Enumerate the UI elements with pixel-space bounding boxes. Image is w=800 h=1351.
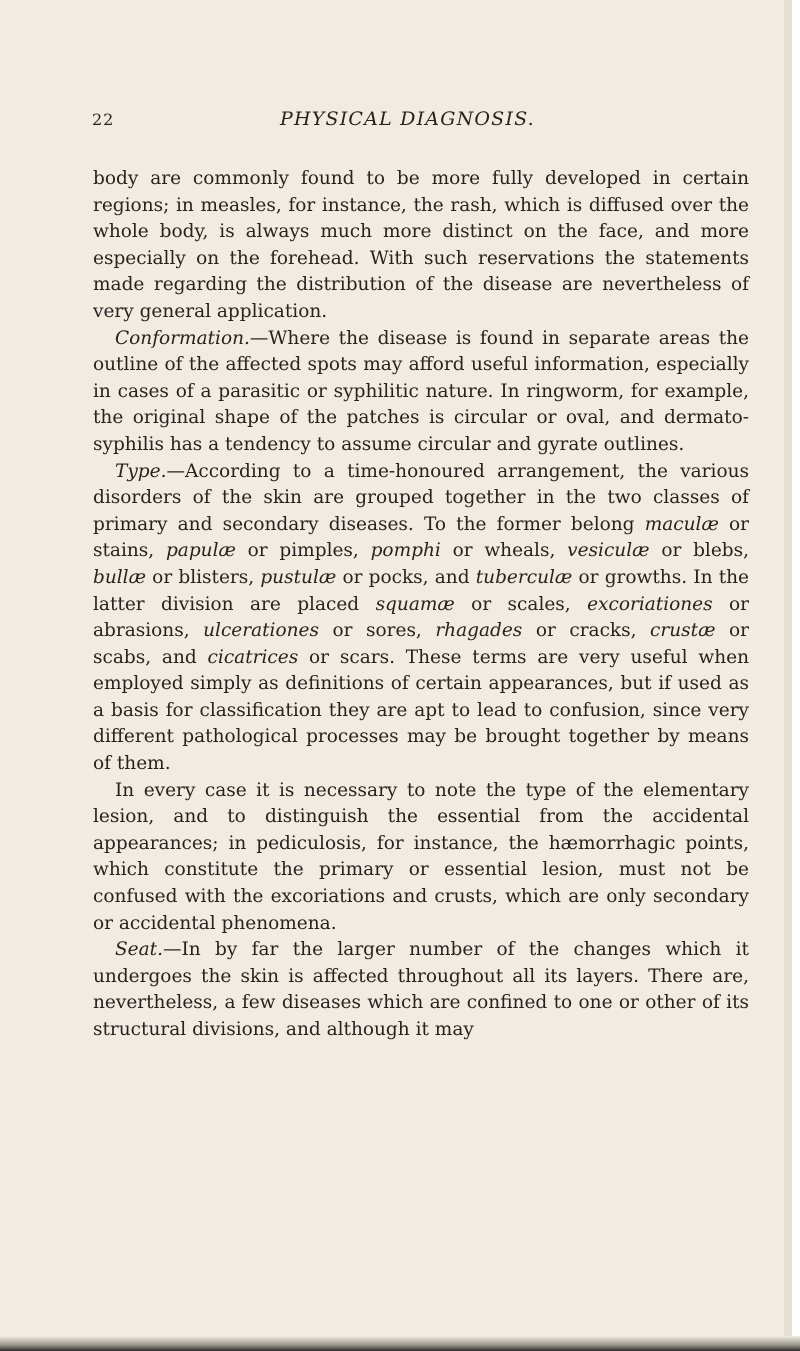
latin-term: vesiculæ xyxy=(567,540,650,562)
latin-term: papulæ xyxy=(165,540,236,562)
text-run: or pocks, and xyxy=(336,566,476,588)
paragraph-text: body are commonly found to be more fully developed in certain regions; in measles, for instance, the rash, which is diffused over the whole body, is always much more distinct on the face, and more especially on the forehead. With such reservations the statements made regarding the distribution of the disease are nevertheless of very general application. xyxy=(93,168,749,322)
paragraph-seat xyxy=(93,937,749,1043)
latin-term: maculæ xyxy=(644,513,719,535)
latin-term: squamæ xyxy=(375,593,455,615)
section-heading-type: Type. xyxy=(115,460,167,482)
latin-term: crustæ xyxy=(650,620,716,642)
text-run: or scales, xyxy=(454,593,588,615)
page-bottom-edge xyxy=(0,1336,800,1351)
latin-term: tuberculæ xyxy=(475,566,573,588)
text-run: or growths. In the latter division are placed xyxy=(93,566,749,615)
latin-term: excoriationes xyxy=(587,593,713,615)
running-head: PHYSICAL DIAGNOSIS. xyxy=(280,108,535,130)
latin-term: pustulæ xyxy=(260,566,337,588)
text-run: or blebs, xyxy=(649,540,750,562)
text-run: or sores, xyxy=(318,620,436,642)
text-run: or blisters, xyxy=(145,566,261,588)
latin-term: bullæ xyxy=(93,566,146,588)
text-run: or pimples, xyxy=(235,540,371,562)
page-header xyxy=(92,110,752,140)
text-run: or stains, xyxy=(93,513,749,562)
page-number: 22 xyxy=(92,110,115,129)
text-run: or wheals, xyxy=(440,540,568,562)
body-text xyxy=(93,166,749,1044)
text-run: or cracks, xyxy=(522,620,651,642)
text-run: or scabs, and xyxy=(93,620,749,668)
paragraph-type xyxy=(93,459,749,778)
paragraph-elementary-lesion xyxy=(93,778,749,938)
paragraph-distribution xyxy=(93,166,749,326)
text-run: —According to a time-honoured arrangement, the various disorders of the skin are grouped together in the two classes of primary and secondary diseases. To the former belong xyxy=(93,460,749,535)
paragraph-text: —Where the disease is found in separate areas the outline of the affected spots may afford useful information, especially in cases of a parasitic or syphilitic nature. In ringworm, for example, the original shape of the patches is circular or oval, and dermato-syphilis has a tendency to assume circular and gyrate outlines. xyxy=(93,327,749,455)
text-run: or abrasions, xyxy=(93,593,750,642)
latin-term: pomphi xyxy=(370,540,441,562)
latin-term: ulcerationes xyxy=(203,620,319,642)
latin-term: cicatrices xyxy=(207,646,299,668)
text-run: or scars. These terms are very useful when employed simply as definitions of certain appearances, but if used as a basis for classification they are apt to lead to confusion, since very different pathological processes may be brought together by means of them. xyxy=(93,646,749,775)
section-heading-seat: Seat. xyxy=(115,939,163,961)
paragraph-conformation xyxy=(93,326,749,459)
paragraph-text: —In by far the larger number of the changes which it undergoes the skin is affected throughout all its layers. There are, nevertheless, a few diseases which are confined to one or other of its structural divisions, and although it may xyxy=(93,939,749,1040)
latin-term: rhagades xyxy=(435,620,523,642)
paragraph-text: In every case it is necessary to note the type of the elementary lesion, and to distinguish the essential from the accidental appearances; in pediculosis, for instance, the hæmorrhagic points, which constitute the primary or essential lesion, must not be confused with the excoriations and crusts, which are only secondary or accidental phenomena. xyxy=(93,779,749,934)
section-heading-conformation: Conformation. xyxy=(115,327,250,349)
